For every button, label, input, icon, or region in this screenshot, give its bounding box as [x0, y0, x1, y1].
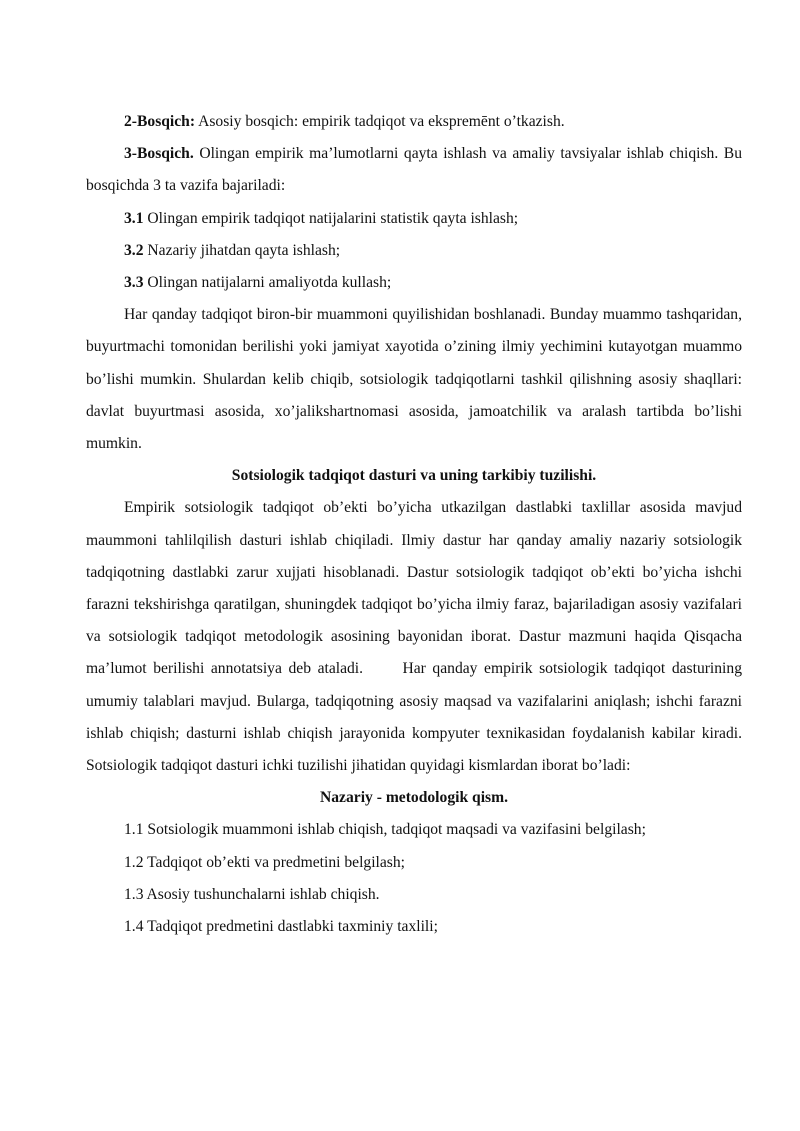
- stage-2-label: 2-Bosqich:: [124, 113, 196, 130]
- task-3-3-text: Olingan natijalarni amaliyotda kullash;: [143, 274, 392, 292]
- section-heading-theory: Nazariy - metodologik qism.: [320, 789, 508, 807]
- list-item-1-3: 1.3 Asosiy tushunchalarni ishlab chiqish.: [124, 885, 380, 903]
- paragraph-stage-2: [86, 106, 742, 138]
- list-item-1-4: 1.4 Tadqiqot predmetini dastlabki taxminiy taxlili;: [124, 918, 438, 936]
- paragraph-task-3-1: [86, 203, 742, 235]
- section-heading-program: Sotsiologik tadqiqot dasturi va uning tarkibiy tuzilishi.: [231, 467, 597, 485]
- task-3-1-text: Olingan empirik tadqiqot natijalarini statistik qayta ishlash;: [143, 209, 519, 227]
- task-3-2-text: Nazariy jihatdan qayta ishlash;: [143, 241, 341, 259]
- list-item-1-2: 1.2 Tadqiqot ob’ekti va predmetini belgilash;: [124, 853, 405, 871]
- stage-2-text: Asosiy bosqich: empirik tadqiqot va ekspremēnt o’tkazish.: [195, 113, 565, 130]
- document-page: [86, 106, 766, 943]
- paragraph-program: Empirik sotsiologik tadqiqot ob’ekti bo’yicha utkazilgan dastlabki taxlillar asosida mavjud maummoni tahlilqilish dasturi ishlab chiqiladi. Ilmiy dastur har qanday amaliy nazariy sotsiologik tadqiqotning dastlabki zarur xujjati hisoblanadi. Dastur sotsiologik tadqiqot ob’ekti bo’yicha ishchi farazni tekshirishga qaratilgan, shuningdek tadqiqot bo’yicha ilmiy faraz, bajariladigan asosiy vazifalari va sotsiologik tadqiqot metodologik asosining bayonidan iborat. Dastur mazmuni haqida Qisqacha ma’lumot berilishi annotatsiya deb ataladi. Har qanday empirik sotsiologik tadqiqot dasturining umumiy talablari mavjud. Bularga, tadqiqotning asosiy maqsad va vazifalarini aniqlash; ishchi farazni ishlab chiqish; dasturni ishlab chiqish jarayonida kompyuter texnikasidan foydalanish kabilar kiradi. Sotsiologik tadqiqot dasturi ichki tuzilishi jihatidan quyidagi kismlardan iborat bo’ladi:: [86, 499, 766, 775]
- paragraph-task-3-3: [86, 267, 742, 299]
- paragraph-stage-3: [86, 138, 742, 202]
- task-3-2-label: 3.2: [124, 241, 144, 259]
- list-item-1-1: 1.1 Sotsiologik muammoni ishlab chiqish, tadqiqot maqsadi va vazifasini belgilash;: [124, 821, 646, 839]
- paragraph-research-problem: Har qanday tadqiqot biron-bir muammoni quyilishidan boshlanadi. Bunday muammo tashqaridan, buyurtmachi tomonidan berilishi yoki jamiyat xayotida o’zining ilmiy yechimini kutayotgan muammo bo’lishi mumkin. Shulardan kelib chiqib, sotsiologik tadqiqotlarni tashkil qilishning asosiy shaqllari: davlat buyurtmasi asosida, xo’jalikshartnomasi asosida, jamoatchilik va aralash tartibda bo’lishi mumkin.: [86, 306, 742, 453]
- stage-3-label: 3-Bosqich.: [124, 145, 194, 163]
- stage-3-text: Olingan empirik ma’lumotlarni qayta ishlash va amaliy tavsiyalar ishlab chiqish. Bu bosqichda 3 ta vazifa bajariladi:: [86, 145, 742, 195]
- paragraph-task-3-2: [86, 235, 742, 267]
- task-3-1-label: 3.1: [124, 209, 144, 227]
- task-3-3-label: 3.3: [124, 274, 144, 292]
